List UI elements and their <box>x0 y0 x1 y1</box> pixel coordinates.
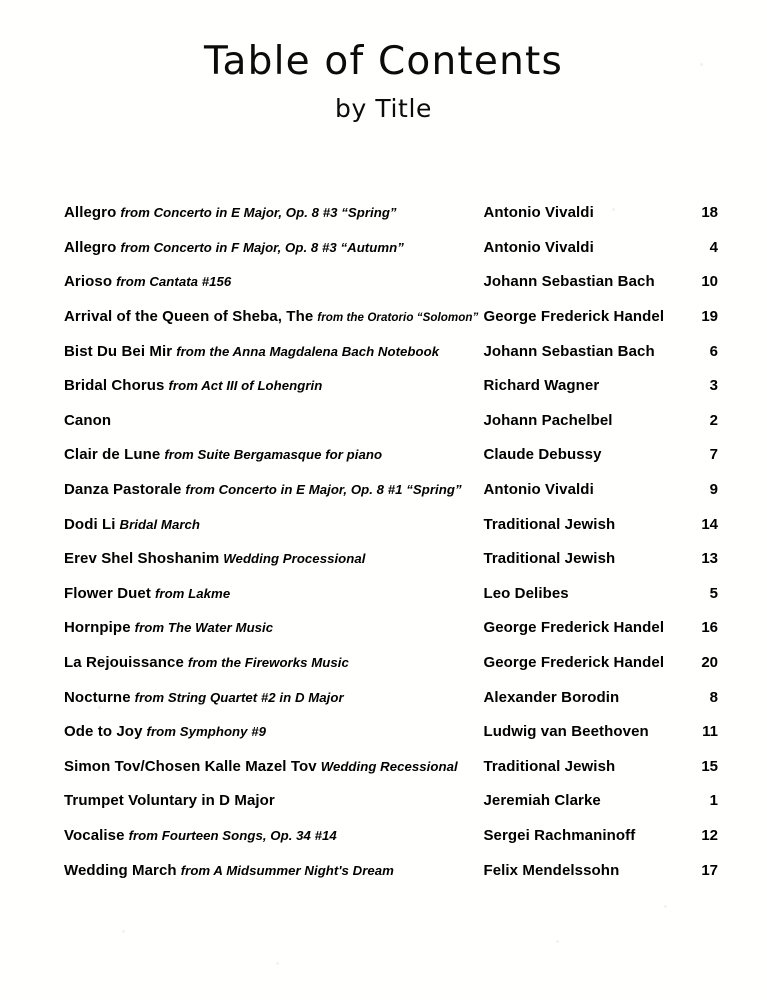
page-number: 5 <box>709 584 718 602</box>
page-number: 16 <box>701 619 718 637</box>
work-title: Nocturne <box>64 688 131 706</box>
table-row <box>0 819 767 854</box>
composer-cell <box>483 438 675 473</box>
table-row <box>0 646 767 681</box>
composer-cell <box>483 680 675 715</box>
work-subtitle: from String Quartet #2 in D Major <box>134 689 344 705</box>
work-cell <box>0 819 483 854</box>
work-cell <box>0 265 483 300</box>
composer-cell <box>483 750 675 785</box>
work-cell <box>0 646 483 681</box>
page-number: 6 <box>709 342 718 360</box>
page-number-cell <box>675 507 767 542</box>
page-number-cell <box>675 231 767 266</box>
composer-name: George Frederick Handel <box>483 654 665 672</box>
work-subtitle: from Symphony #9 <box>146 724 267 740</box>
page-number-cell <box>675 369 767 404</box>
work-title: Arioso <box>64 273 113 291</box>
work-subtitle: from Concerto in E Major, Op. 8 #1 “Spring” <box>185 482 462 498</box>
composer-cell <box>483 300 675 335</box>
work-cell <box>0 473 483 508</box>
work-subtitle: from Cantata #156 <box>116 274 232 290</box>
work-title: Dodi Li <box>64 515 116 533</box>
work-subtitle: from Concerto in F Major, Op. 8 #3 “Autumn” <box>120 239 404 255</box>
composer-name: Antonio Vivaldi <box>483 481 594 499</box>
work-subtitle: from Suite Bergamasque for piano <box>164 447 383 463</box>
composer-cell <box>483 265 675 300</box>
work-title: Simon Tov/Chosen Kalle Mazel Tov <box>64 757 317 775</box>
work-title: Allegro <box>64 238 117 256</box>
composer-name: Traditional Jewish <box>483 757 616 775</box>
page-number: 11 <box>702 723 718 741</box>
composer-cell <box>483 577 675 612</box>
page-number-cell <box>675 438 767 473</box>
page-number-cell <box>675 473 767 508</box>
work-title: Trumpet Voluntary in D Major <box>64 792 275 810</box>
page-title: Table of Contents <box>203 39 564 84</box>
page-number-cell <box>675 300 767 335</box>
work-subtitle: Bridal March <box>119 516 201 532</box>
page-number-cell <box>675 577 767 612</box>
page-number: 13 <box>701 550 718 568</box>
page-number: 10 <box>701 273 718 291</box>
composer-cell <box>483 784 675 819</box>
work-subtitle: from the Oratorio “Solomon” <box>317 311 479 325</box>
work-cell <box>0 231 483 266</box>
page-number-cell <box>675 853 767 888</box>
composer-name: Alexander Borodin <box>483 688 620 706</box>
table-row <box>0 231 767 266</box>
work-title: Arrival of the Queen of Sheba, The <box>64 308 314 326</box>
composer-cell <box>483 853 675 888</box>
composer-cell <box>483 611 675 646</box>
scan-speckle <box>664 905 667 908</box>
composer-name: Antonio Vivaldi <box>483 204 594 222</box>
page-number: 15 <box>701 757 718 775</box>
scan-speckle <box>276 962 279 965</box>
page-number-cell <box>675 784 767 819</box>
composer-name: Traditional Jewish <box>483 515 616 533</box>
work-cell <box>0 611 483 646</box>
work-title: Danza Pastorale <box>64 481 182 499</box>
page-number-cell <box>675 819 767 854</box>
table-row <box>0 853 767 888</box>
composer-name: Traditional Jewish <box>483 550 616 568</box>
page-number: 3 <box>709 377 718 395</box>
table-body <box>0 196 767 888</box>
table-row <box>0 438 767 473</box>
document-heading <box>0 39 767 123</box>
work-cell <box>0 750 483 785</box>
composer-name: Antonio Vivaldi <box>483 238 594 256</box>
page-subtitle: by Title <box>335 93 432 123</box>
composer-name: George Frederick Handel <box>483 308 665 326</box>
composer-name: Richard Wagner <box>483 377 600 395</box>
work-title: Ode to Joy <box>64 723 143 741</box>
page-number: 18 <box>701 204 718 222</box>
composer-name: Felix Mendelssohn <box>483 861 620 879</box>
page-number-cell <box>675 265 767 300</box>
composer-name: Sergei Rachmaninoff <box>483 826 636 844</box>
table-row <box>0 611 767 646</box>
work-cell <box>0 784 483 819</box>
work-subtitle: from A Midsummer Night's Dream <box>180 862 394 878</box>
work-subtitle: Wedding Processional <box>223 551 366 567</box>
table-row <box>0 196 767 231</box>
work-title: Canon <box>64 411 112 429</box>
composer-cell <box>483 507 675 542</box>
table-row <box>0 265 767 300</box>
composer-cell <box>483 369 675 404</box>
page-number-cell <box>675 611 767 646</box>
work-subtitle: Wedding Recessional <box>320 758 458 774</box>
work-title: Allegro <box>64 204 117 222</box>
work-cell <box>0 715 483 750</box>
work-cell <box>0 507 483 542</box>
work-cell <box>0 404 483 439</box>
table-row <box>0 334 767 369</box>
page-number-cell <box>675 196 767 231</box>
work-subtitle: from Concerto in E Major, Op. 8 #3 “Spring” <box>120 205 397 221</box>
composer-name: Jeremiah Clarke <box>483 792 601 810</box>
table-row <box>0 680 767 715</box>
page-number: 4 <box>709 238 718 256</box>
work-cell <box>0 334 483 369</box>
work-cell <box>0 577 483 612</box>
page-number: 12 <box>701 826 718 844</box>
composer-name: George Frederick Handel <box>483 619 665 637</box>
page-number-cell <box>675 715 767 750</box>
work-title: La Rejouissance <box>64 654 184 672</box>
composer-cell <box>483 334 675 369</box>
work-subtitle: from Act III of Lohengrin <box>168 378 323 394</box>
page-number: 1 <box>709 792 718 810</box>
page-number-cell <box>675 404 767 439</box>
composer-cell <box>483 715 675 750</box>
work-cell <box>0 853 483 888</box>
work-cell <box>0 196 483 231</box>
work-title: Flower Duet <box>64 584 151 602</box>
work-subtitle: from the Fireworks Music <box>187 655 349 671</box>
composer-name: Johann Pachelbel <box>483 411 613 429</box>
composer-cell <box>483 819 675 854</box>
composer-name: Ludwig van Beethoven <box>483 723 649 741</box>
work-title: Hornpipe <box>64 619 131 637</box>
page-number: 14 <box>701 515 718 533</box>
page-number-cell <box>675 750 767 785</box>
table-row <box>0 577 767 612</box>
composer-name: Johann Sebastian Bach <box>483 273 655 291</box>
composer-name: Johann Sebastian Bach <box>483 342 655 360</box>
page-number-cell <box>675 680 767 715</box>
table-row <box>0 473 767 508</box>
work-cell <box>0 438 483 473</box>
work-title: Wedding March <box>64 861 177 879</box>
table-row <box>0 715 767 750</box>
page-number: 19 <box>701 308 718 326</box>
work-title: Erev Shel Shoshanim <box>64 550 220 568</box>
table-row <box>0 507 767 542</box>
composer-cell <box>483 404 675 439</box>
table-row <box>0 542 767 577</box>
page-number: 17 <box>701 861 718 879</box>
composer-cell <box>483 646 675 681</box>
scan-speckle <box>122 930 125 933</box>
work-cell <box>0 542 483 577</box>
table-row <box>0 369 767 404</box>
work-title: Bridal Chorus <box>64 377 165 395</box>
work-subtitle: from Lakme <box>154 585 231 601</box>
page-number-cell <box>675 646 767 681</box>
table-row <box>0 300 767 335</box>
work-title: Vocalise <box>64 826 125 844</box>
page-number-cell <box>675 542 767 577</box>
table-of-contents <box>0 196 767 888</box>
composer-name: Leo Delibes <box>483 584 569 602</box>
work-cell <box>0 300 483 335</box>
work-cell <box>0 680 483 715</box>
page-number: 20 <box>701 654 718 672</box>
page-number: 9 <box>709 481 718 499</box>
page-number: 8 <box>709 688 718 706</box>
work-title: Bist Du Bei Mir <box>64 342 173 360</box>
composer-name: Claude Debussy <box>483 446 602 464</box>
composer-cell <box>483 542 675 577</box>
table-row <box>0 404 767 439</box>
table-row <box>0 784 767 819</box>
composer-cell <box>483 231 675 266</box>
table-row <box>0 750 767 785</box>
composer-cell <box>483 473 675 508</box>
work-cell <box>0 369 483 404</box>
work-title: Clair de Lune <box>64 446 161 464</box>
composer-cell <box>483 196 675 231</box>
work-subtitle: from the Anna Magdalena Bach Notebook <box>176 343 440 359</box>
page-number: 2 <box>709 411 718 429</box>
work-subtitle: from Fourteen Songs, Op. 34 #14 <box>128 827 337 843</box>
scan-speckle <box>556 940 559 943</box>
page-number-cell <box>675 334 767 369</box>
work-subtitle: from The Water Music <box>134 620 274 636</box>
page-number: 7 <box>709 446 718 464</box>
